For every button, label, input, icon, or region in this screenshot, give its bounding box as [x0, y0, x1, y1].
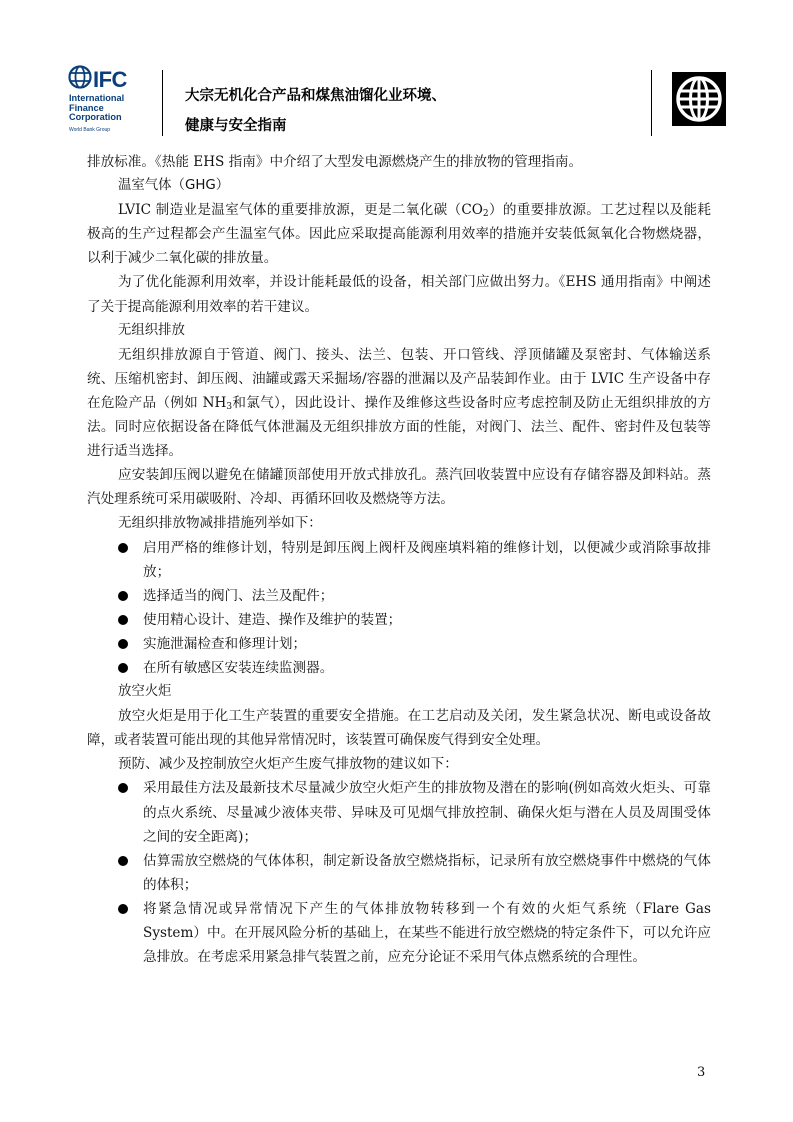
- list-item-text: 在所有敏感区安装连续监测器。: [143, 659, 334, 676]
- list-item: [87, 632, 711, 656]
- ifc-name: [69, 94, 124, 123]
- list-item: [87, 656, 711, 680]
- bullet-icon: [118, 591, 128, 601]
- ifc-letters: IFC: [93, 67, 127, 92]
- paragraph-fugitive-2: 应安装卸压阀以避免在储罐顶部使用开放式排放孔。蒸汽回收装置中应设有存储容器及卸料站。蒸汽处理系统可采用碳吸附、冷却、再循环回收及燃烧等方法。: [87, 467, 711, 508]
- paragraph-intro: 排放标准。《热能 EHS 指南》中介绍了大型发电源燃烧产生的排放物的管理指南。: [87, 154, 583, 170]
- bullet-icon: [118, 615, 128, 625]
- header-divider-left: [162, 70, 163, 136]
- document-title-line-2: 健康与安全指南: [185, 118, 287, 134]
- bullet-icon: [118, 783, 128, 793]
- subscript: 2: [482, 209, 489, 220]
- ifc-logo: [68, 64, 150, 134]
- ifc-name-line: Finance: [69, 102, 104, 113]
- list-item: [87, 849, 711, 897]
- ifc-name-line: International: [69, 93, 125, 103]
- heading-fugitive: 无组织排放: [118, 322, 185, 338]
- page-content: [87, 150, 711, 969]
- ifc-name-line: Corporation: [69, 112, 122, 123]
- ifc-globe-icon: [68, 64, 92, 90]
- list-item-text: 采用最佳方法及最新技术尽量减少放空火炬产生的排放物及潜在的影响(例如高效火炬头、可靠的点火系统、尽量减少液体夹带、异味及可见烟气排放控制、确保火炬与潜在人员及周围受体之间的安全距离)；: [143, 780, 711, 845]
- list-item-text: 实施泄漏检查和修理计划；: [143, 635, 307, 652]
- bullet-icon: [118, 543, 128, 553]
- bullet-icon: [118, 663, 128, 673]
- paragraph-fugitive-3: 无组织排放物减排措施列举如下：: [118, 515, 322, 532]
- paragraph-ghg-1: [87, 198, 711, 270]
- subscript: 3: [226, 401, 233, 412]
- world-bank-logo-icon: [672, 72, 726, 126]
- heading-ghg: 温室气体（GHG）: [118, 178, 230, 194]
- document-title-line-1: 大宗无机化合产品和煤焦油馏化业环境、: [185, 88, 446, 104]
- list-item-text: 选择适当的阀门、法兰及配件；: [143, 587, 334, 604]
- bullet-icon: [118, 639, 128, 649]
- list-item: [87, 897, 711, 969]
- list-item: [87, 608, 711, 632]
- list-item: [87, 536, 711, 584]
- text-run: ）的重要排放源。工艺过程以及能耗极高的生产过程都会产生温室气体。因此应采取提高能源利用效率的措施并安装低氮氧化合物燃烧器，以利于减少二氧化碳的排放量。: [87, 202, 711, 267]
- text-run: LVIC 制造业是温室气体的重要排放源，更是二氧化碳（CO: [118, 202, 483, 219]
- list-item: [87, 776, 711, 848]
- bullet-icon: [118, 856, 128, 866]
- ifc-group-text: World Bank Group: [69, 127, 111, 133]
- page-number: 3: [697, 1065, 706, 1080]
- heading-flare: 放空火炬: [118, 684, 172, 700]
- list-item-text: 估算需放空燃烧的气体体积，制定新设备放空燃烧指标，记录所有放空燃烧事件中燃烧的气体的体积；: [143, 852, 711, 893]
- paragraph-flare-2: 预防、减少及控制放空火炬产生废气排放物的建议如下：: [118, 756, 458, 773]
- fugitive-measures-list: [87, 536, 711, 681]
- list-item-text: 将紧急情况或异常情况下产生的气体排放物转移到一个有效的火炬气系统（Flare Gas System）中。在开展风险分析的基础上，在某些不能进行放空燃烧的特定条件下，可以允许应急排放。在考虑采用紧急排气装置之前，应充分论证不采用气体点燃系统的合理性。: [143, 900, 711, 966]
- paragraph-flare-1: 放空火炬是用于化工生产装置的重要安全措施。在工艺启动及关闭，发生紧急状况、断电或设备故障，或者装置可能出现的其他异常情况时，该装置可确保废气得到安全处理。: [87, 708, 711, 749]
- flare-measures-list: [87, 776, 711, 969]
- header-divider-right: [651, 70, 652, 136]
- paragraph-fugitive-1: [87, 343, 711, 463]
- bullet-icon: [118, 904, 128, 914]
- text-run: 无组织排放源自于管道、阀门、接头、法兰、包装、开口管线、浮顶储罐及泵密封、气体输送系统、压缩机密封、卸压阀、油罐或露天采掘场/容器的泄漏以及产品装卸作业。由于 LVIC 生产设备中存在危险产品（例如 NH: [87, 346, 711, 411]
- paragraph-ghg-2: 为了优化能源利用效率，并设计能耗最低的设备，相关部门应做出努力。《EHS 通用指南》中阐述了关于提高能源利用效率的若干建议。: [87, 274, 711, 315]
- list-item: [87, 584, 711, 608]
- list-item-text: 使用精心设计、建造、操作及维护的装置；: [143, 611, 402, 628]
- text-run: 和氯气），因此设计、操作及维修这些设备时应考虑控制及防止无组织排放的方法。同时应依据设备在降低气体泄漏及无组织排放方面的性能，对阀门、法兰、配件、密封件及包装等进行适当选择。: [87, 394, 711, 460]
- list-item-text: 启用严格的维修计划，特别是卸压阀上阀杆及阀座填料箱的维修计划，以便减少或消除事故排放；: [143, 539, 711, 580]
